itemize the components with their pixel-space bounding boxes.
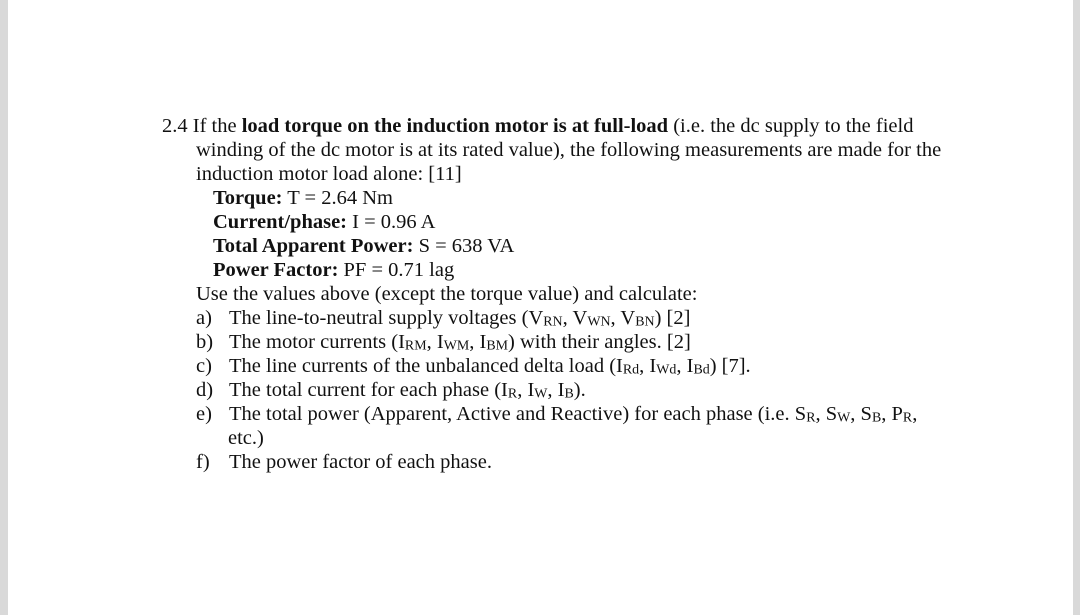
part-b	[162, 330, 962, 354]
instruction-line: Use the values above (except the torque value) and calculate:	[196, 283, 698, 305]
part-c	[162, 354, 962, 378]
part-text: , I	[639, 355, 657, 377]
question-line-3: induction motor load alone: [11]	[196, 163, 462, 185]
part-text: ).	[573, 379, 586, 401]
part-text: The total power (Apparent, Active and Reactive) for each phase (i.e. S	[229, 403, 807, 425]
part-text: , S	[815, 403, 838, 425]
measurement-torque	[162, 186, 962, 210]
part-e-continued: etc.)	[228, 427, 264, 449]
subscript: WN	[587, 314, 611, 330]
part-label: a)	[196, 307, 212, 329]
subscript: B	[871, 410, 882, 426]
part-text: , V	[562, 307, 588, 329]
question-line-2: winding of the dc motor is at its rated value), the following measurements are made for the	[196, 139, 942, 161]
part-text: , P	[881, 403, 903, 425]
part-text: , I	[469, 331, 487, 353]
subscript: R	[507, 386, 518, 402]
part-text: , V	[610, 307, 636, 329]
left-page-edge	[0, 0, 8, 615]
part-label: b)	[196, 331, 214, 353]
subscript: W	[534, 386, 548, 402]
subscript: RM	[404, 338, 427, 354]
part-text: The motor currents (I	[229, 331, 405, 353]
part-text: , I	[517, 379, 535, 401]
part-text: , I	[676, 355, 694, 377]
measurement-value: I = 0.96 A	[347, 211, 436, 233]
part-text: ) with their angles. [2]	[508, 331, 691, 353]
part-text: The line-to-neutral supply voltages (V	[229, 307, 544, 329]
part-text: ) [2]	[654, 307, 691, 329]
part-label: d)	[196, 379, 214, 401]
subscript: W	[837, 410, 851, 426]
measurement-value: PF = 0.71 lag	[338, 259, 455, 281]
question-line-1	[162, 114, 962, 138]
subscript: Wd	[656, 362, 677, 378]
part-label: f)	[196, 451, 210, 473]
part-a	[162, 306, 962, 330]
subscript: RN	[543, 314, 563, 330]
part-e	[162, 402, 962, 426]
part-label: e)	[196, 403, 212, 425]
part-text: , I	[426, 331, 444, 353]
subscript: Bd	[693, 362, 710, 378]
question-number: 2.4	[162, 115, 188, 137]
part-text: The line currents of the unbalanced delta load (I	[229, 355, 623, 377]
measurement-label: Power Factor:	[213, 259, 339, 281]
measurement-value: S = 638 VA	[413, 235, 515, 257]
part-text: ,	[912, 403, 918, 425]
intro-text-continued: (i.e. the dc supply to the field	[668, 115, 914, 137]
measurement-label: Torque:	[213, 187, 283, 209]
part-f	[162, 450, 962, 474]
measurement-apparent-power	[162, 234, 962, 258]
subscript: WM	[443, 338, 470, 354]
part-text: , I	[547, 379, 565, 401]
part-label: c)	[196, 355, 212, 377]
part-text: ) [7].	[709, 355, 751, 377]
question-block	[162, 114, 962, 474]
measurement-label: Total Apparent Power:	[213, 235, 414, 257]
part-text: The power factor of each phase.	[229, 451, 492, 473]
measurement-label: Current/phase:	[213, 211, 348, 233]
subscript: BN	[635, 314, 655, 330]
part-d	[162, 378, 962, 402]
part-text: , S	[850, 403, 872, 425]
subscript: Rd	[622, 362, 640, 378]
subscript: BM	[486, 338, 509, 354]
part-text: The total current for each phase (I	[229, 379, 508, 401]
measurement-current	[162, 210, 962, 234]
subscript: R	[806, 410, 816, 426]
measurement-value: T = 2.64 Nm	[282, 187, 393, 209]
subscript: B	[564, 386, 574, 402]
measurement-power-factor	[162, 258, 962, 282]
right-page-edge	[1073, 0, 1080, 615]
subscript: R	[902, 410, 913, 426]
intro-text: If the	[192, 115, 242, 137]
intro-bold-text: load torque on the induction motor is at full-load	[241, 115, 669, 137]
